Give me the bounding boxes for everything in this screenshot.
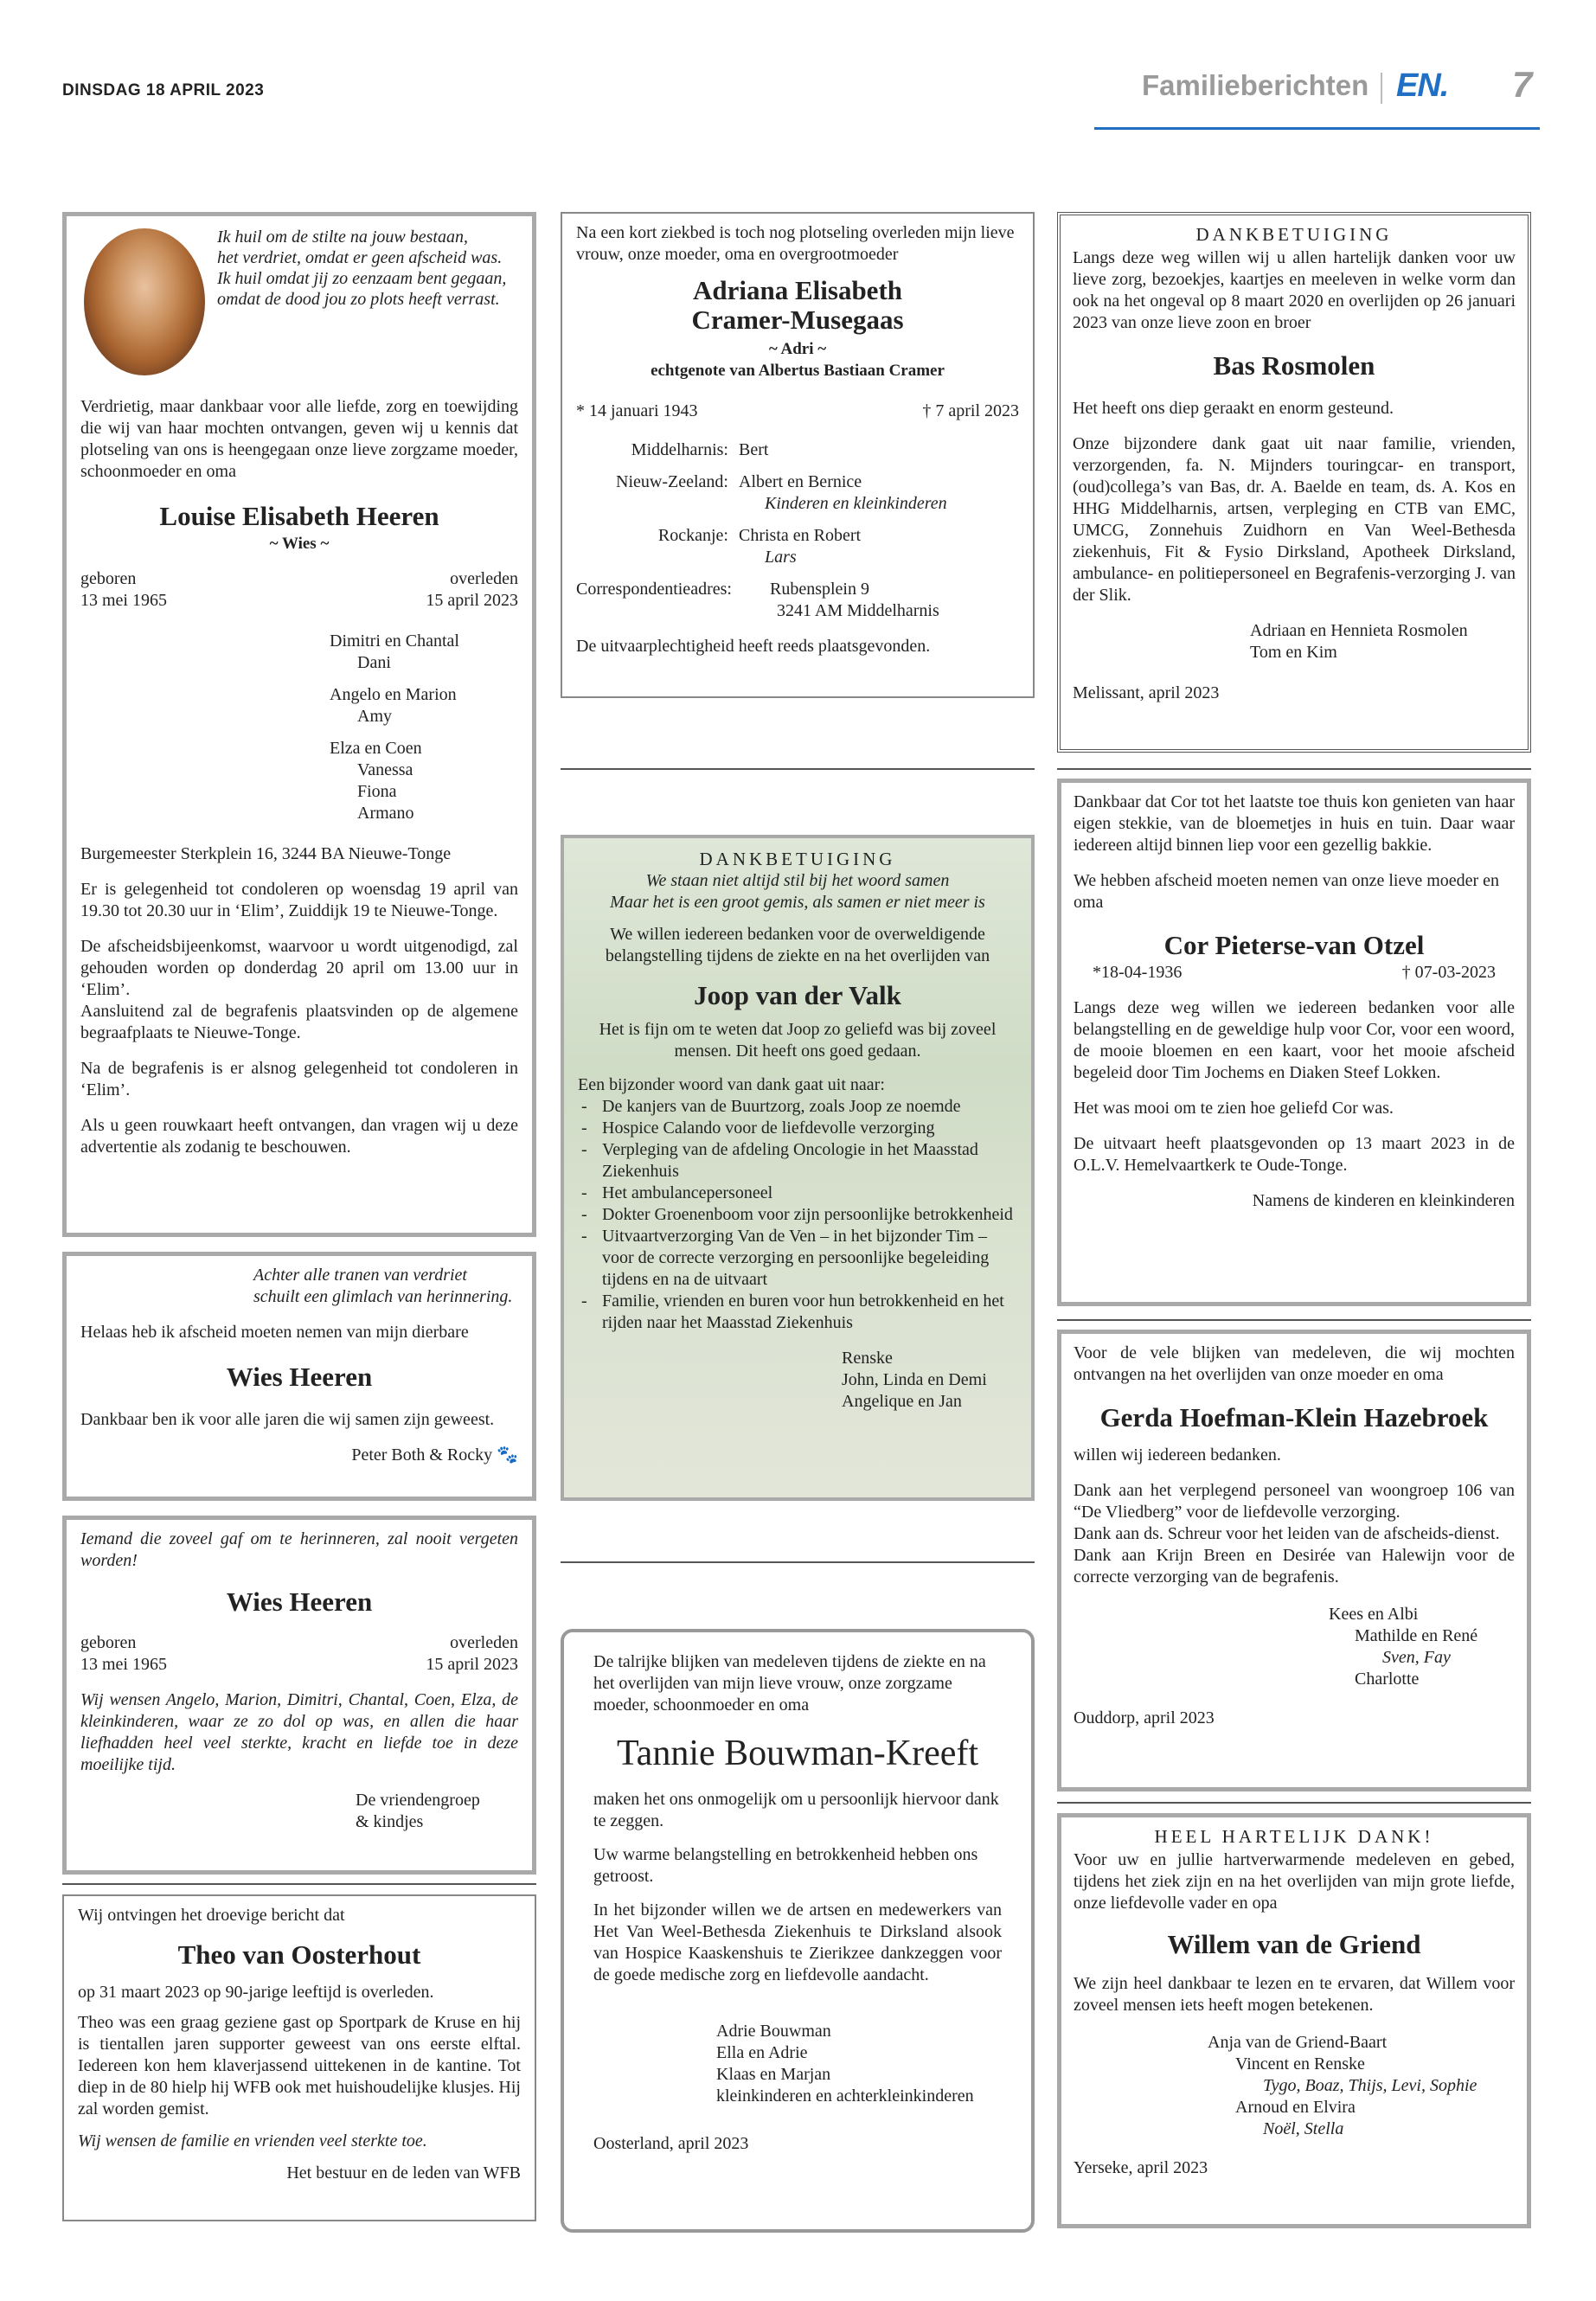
signature [356,1790,518,1833]
deceased-name: Theo van Oosterhout [177,1939,421,1970]
condolences: Er is gelegenheid tot condoleren op woensdag 19 april van 19.30 tot 20.30 uur in ‘Elim’, Zuiddijk 19 te Nieuwe-Tonge. [80,880,518,920]
list-item: - Het ambulancepersoneel [578,1183,1017,1204]
signature [716,2021,1002,2107]
heeren-poem [217,227,518,310]
place-family: Bert [739,440,769,459]
griend-intro: Voor uw en jullie hartverwarmende medeleven en gebed, tijdens het ziek zijn en na het overlijden van mijn grote liefde, onze liefdevolle vader en opa [1074,1850,1515,1913]
corr-label: Correspondentieadres: [576,580,732,599]
dates-row [80,568,518,612]
wies1-intro: Helaas heb ik afscheid moeten nemen van mijn dierbare [80,1323,469,1342]
wies2-wish: Wij wensen Angelo, Marion, Dimitri, Chantal, Coen, Elza, de kleinkinderen, waar ze zo dol op was, en allen die haar liefhadden heel veel sterkte, kracht en liefde toe in deze moeilijke tijd. [80,1690,518,1774]
place-family: Albert en Bernice [739,472,862,491]
signature [80,1445,518,1466]
column-divider [561,768,1035,770]
signature [1250,620,1516,663]
ad-wies-friends [62,1516,536,1875]
rosmolen-text2: Onze bijzondere dank gaat uit naar familie, vrienden, verzorgenden, fa. N. Mijnders touringcar- en transport, (oud)collega’s van Bas, dr. A. Baelde en team, ds. A. Kos en HHG Middelharnis, artsen, verpleging en CTB van EMC, UMCG, Zonnehuis Zuidhorn en Van Weel-Bethesda ziekenhuis, Fit & Fysio Dirksland, Apotheek Dirksland, ambulance- en politiepersoneel en Begrafenis-verzorging J. van der Slik. [1073,434,1516,605]
signature: Het bestuur en de leden van WFB [286,2163,521,2182]
place-family-italic: Kinderen en kleinkinderen [765,494,947,513]
signature-line: Tygo, Boaz, Thijs, Levi, Sophie [1263,2076,1477,2095]
wies1-poem [253,1265,518,1308]
pieterse-text1: We hebben afscheid moeten nemen van onze lieve moeder en oma [1074,871,1500,912]
ad-valk [561,835,1035,1501]
bouwman-text2: Uw warme belangstelling en betrokkenheid hebben ons getroost. [593,1845,978,1886]
place-date: Oosterland, april 2023 [593,2134,749,2153]
signature-line: Renske [842,1349,893,1368]
deceased-name: Gerda Hoefman-Klein Hazebroek [1099,1402,1489,1433]
theo-date: op 31 maart 2023 op 90-jarige leeftijd is overleden. [78,1983,434,2002]
header-rule [1094,127,1540,130]
signature-line: & kindjes [356,1812,424,1831]
poem-line: omdat de dood jou zo plots heeft verrast. [217,290,500,309]
family-member: Dimitri en Chantal [330,631,459,651]
paw-icon: 🐾 [497,1445,518,1465]
ad-wies-peter [62,1252,536,1501]
poem-line: Ik huil omdat jij zo eenzaam bent gegaan, [217,269,507,288]
signature [1208,2032,1515,2140]
signature-line: Vincent en Renske [1235,2054,1365,2073]
rosmolen-intro: Langs deze weg willen wij u allen hartelijk danken voor uw lieve zorg, bezoekjes, kaartjes en meeleven in welke vorm dan ook na het ongeval op 8 maart 2020 en overlijden op 26 januari 2023 van onze lieve zoon en broer [1073,248,1516,332]
born-date: * 14 januari 1943 [576,401,698,420]
family-places [576,439,1019,568]
place-family: Christa en Robert [739,526,862,545]
place-family-italic: Lars [765,548,797,567]
signature-line: John, Linda en Demi [842,1370,987,1389]
address: Burgemeester Sterkplein 16, 3244 BA Nieuwe-Tonge [80,844,452,863]
family-member: Fiona [357,782,397,801]
deceased-name: Wies Heeren [226,1362,373,1392]
ad-heading: DANKBETUIGING [1195,224,1393,245]
bouwman-text3: In het bijzonder willen we de artsen en medewerkers van Het Van Weel-Bethesda Ziekenhuis te Dirksland alsook van Hospice Kaaskenshuis te Zierikzee dankzeggen voor de goede medische zorg en liefdevolle aandacht. [593,1900,1002,1984]
hoefman-intro: Voor de vele blijken van medeleven, die wij mochten ontvangen na het overlijden van onze moeder en oma [1074,1343,1515,1384]
theo-wish: Wij wensen de familie en vrienden veel sterkte toe. [78,2131,427,2150]
signature-line: Adriaan en Hennieta Rosmolen [1250,621,1468,640]
valk-intro: We willen iedereen bedanken voor de overweldigende belangstelling tijdens de ziekte en na het overlijden van [605,925,990,965]
valk-poem [578,870,1017,913]
poem-line: We staan niet altijd stil bij het woord samen [645,871,950,890]
family-member: Angelo en Marion [330,685,457,704]
place-label: Middelharnis: [631,440,728,459]
deceased-name: Adriana Elisabeth [692,275,903,305]
column-divider [561,1561,1035,1563]
poem-line: Ik huil om de stilte na jouw bestaan, [217,228,468,247]
ad-rosmolen [1057,212,1531,753]
signature-line: Kees en Albi [1329,1605,1419,1624]
section-title: Familieberichten [1142,69,1369,101]
family-place [576,439,1019,461]
deceased-name: Willem van de Griend [1167,1929,1421,1959]
pieterse-intro: Dankbaar dat Cor tot het laatste toe thuis kon genieten van haar eigen stekkie, van de bloemetjes in huis en tuin. Daar waar iedereen altijd binnen liep voor een gezellig bakkie. [1074,792,1515,855]
theo-text: Theo was een graag geziene gast op Sportpark de Kruse en hij is tientallen jaren supporter geweest van ons eerste elftal. Iedereen kon hem klaverjassend uittekenen in de kantine. Tot diep in de 80 hielp hij WFB ook met huishoudelijke klusjes. Hij zal worden gemist. [78,2013,521,2118]
ad-cramer [561,212,1035,698]
poem-line: het verdriet, omdat er geen afscheid was. [217,248,503,267]
list-item: - Familie, vrienden en buren voor hun betrokkenheid en het rijden naar het Maasstad Ziekenhuis [578,1291,1017,1334]
dates-row [1074,962,1515,984]
signature-line: Noël, Stella [1263,2119,1344,2138]
ad-bouwman [561,1629,1035,2233]
signature-line: kleinkinderen en achterkleinkinderen [716,2086,974,2106]
signature-line: Ella en Adrie [716,2043,808,2062]
correspondence [576,579,1019,622]
signature-line: De vriendengroep [356,1791,480,1810]
dates-row [576,401,1019,422]
ad-heeren [62,212,536,1237]
cramer-intro: Na een kort ziekbed is toch nog plotseling overleden mijn lieve vrouw, onze moeder, oma en overgrootmoeder [576,223,1015,264]
list-item: - Dokter Groenenboom voor zijn persoonlijke betrokkenheid [578,1204,1017,1226]
family-member: Armano [357,804,414,823]
signature-line: Tom en Kim [1250,643,1337,662]
signature-line: Arnoud en Elvira [1235,2098,1356,2117]
died-label: overleden [450,1633,518,1652]
family-place [576,471,1019,493]
list-item: - Verpleging van de afdeling Oncologie in het Maasstad Ziekenhuis [578,1139,1017,1183]
farewell: De afscheidsbijeenkomst, waarvoor u wordt uitgenodigd, zal gehouden worden op donderdag 20 april om 13.00 uur in ‘Elim’. [80,937,518,999]
deceased-name: Joop van der Valk [694,980,901,1010]
died-date: 15 april 2023 [426,591,518,610]
burial: Aansluitend zal de begrafenis plaatsvinden op de algemene begraafplaats te Nieuwe-Tonge. [80,1002,518,1042]
signature-line: Sven, Fay [1382,1648,1451,1667]
griend-text: We zijn heel dankbaar te lezen en te ervaren, dat Willem voor zoveel mensen iets heeft mogen betekenen. [1074,1974,1515,2015]
bouwman-intro: De talrijke blijken van medeleven tijdens de ziekte en na het overlijden van mijn lieve vrouw, onze zorgzame moeder, schoonmoeder en oma [593,1652,986,1715]
rosmolen-text1: Het heeft ons diep geraakt en enorm gesteund. [1073,399,1394,418]
born-date: *18-04-1936 [1093,963,1183,982]
born-date: 13 mei 1965 [80,591,167,610]
bouwman-text1: maken het ons onmogelijk om u persoonlijk hiervoor dank te zeggen. [593,1790,999,1830]
poem-line: Maar het is een groot gemis, als samen er niet meer is [610,893,985,912]
column-divider [1057,768,1531,770]
after-burial: Na de begrafenis is er alsnog gelegenheid tot condoleren in ‘Elim’. [80,1059,518,1099]
corr-line: Rubensplein 9 [770,580,869,599]
place-date: Ouddorp, april 2023 [1074,1708,1215,1727]
signature [842,1348,1017,1413]
hoefman-text1: willen wij iedereen bedanken. [1074,1445,1281,1465]
died-label: overleden [450,569,518,588]
signature: Namens de kinderen en kleinkinderen [1252,1191,1515,1210]
valk-text: Het is fijn om te weten dat Joop zo geliefd was bij zoveel mensen. Dit heeft ons goed gedaan. [599,1020,997,1061]
column-divider [1057,1802,1531,1804]
cramer-note: De uitvaarplechtigheid heeft reeds plaatsgevonden. [576,637,931,656]
place-date: Yerseke, april 2023 [1074,2158,1208,2177]
heeren-intro: Verdrietig, maar dankbaar voor alle liefde, zorg en toewijding die wij van haar mochten ontvangen, geven wij u kennis dat plotseling van ons is heengegaan onze lieve zorgzame moeder, schoonmoeder en oma [80,397,518,481]
family-place [576,525,1019,547]
ad-theo [62,1894,536,2221]
born-label: geboren [80,1633,137,1652]
hoefman-text3: Dank aan ds. Schreur voor het leiden van de afscheids-dienst. [1074,1524,1500,1543]
list-item: - Uitvaartverzorging Van de Ven – in het bijzonder Tim – voor de correcte verzorging en persoonlijke begeleiding tijdens en na de uitvaart [578,1226,1017,1291]
thanks-list [578,1096,1017,1334]
list-item: - De kanjers van de Buurtzorg, zoals Joop ze noemde [578,1096,1017,1118]
list-item: - Hospice Calando voor de liefdevolle verzorging [578,1118,1017,1139]
ad-hoefman [1057,1330,1531,1791]
place-label: Rockanje: [657,526,728,545]
deceased-name: Bas Rosmolen [1213,350,1375,381]
spouse: echtgenote van Albertus Bastiaan Cramer [651,362,945,380]
ad-heading: HEEL HARTELIJK DANK! [1154,1826,1434,1847]
nickname: ~ Wies ~ [269,535,330,553]
born-date: 13 mei 1965 [80,1655,167,1674]
signature [1329,1604,1515,1690]
family-member: Vanessa [357,760,413,779]
died-date: 15 april 2023 [426,1655,518,1674]
signature-line: Adrie Bouwman [716,2022,831,2041]
died-date: † 7 april 2023 [922,401,1019,420]
wies2-quote: Iemand die zoveel gaf om te herinneren, zal nooit vergeten worden! [80,1529,518,1570]
list-intro: Een bijzonder woord van dank gaat uit naar: [578,1075,885,1094]
place-date: Melissant, april 2023 [1073,683,1220,702]
nickname: ~ Adri ~ [768,340,827,358]
deceased-surname: Cramer-Musegaas [691,304,904,335]
deceased-name: Louise Elisabeth Heeren [159,501,439,531]
signature-text: Peter Both & Rocky [351,1445,493,1465]
deceased-name: Wies Heeren [226,1586,373,1617]
newspaper-logo: EN. [1396,67,1449,104]
hoefman-text4: Dank aan Krijn Breen en Desirée van Halewijn voor de correcte verzorging van de begrafenis. [1074,1546,1515,1586]
born-label: geboren [80,569,137,588]
dates-row [80,1632,518,1676]
signature-line: Anja van de Griend-Baart [1208,2033,1388,2052]
pieterse-text2: Langs deze weg willen we iedereen bedanken voor alle belangstelling en de geweldige hulp voor Cor, voor een woord, de mooie bloemen en een kaart, voor het mooie afscheid begeleid door Tim Jochems en Diaken Steef Lokken. [1074,998,1515,1082]
edition-date: DINSDAG 18 APRIL 2023 [62,81,265,99]
hoefman-text2: Dank aan het verplegend personeel van woongroep 106 van “De Vliedberg” voor de liefdevolle verzorging. [1074,1481,1515,1522]
poem-line: Achter alle tranen van verdriet [253,1266,467,1285]
column-divider [62,1883,536,1885]
signature-line: Angelique en Jan [842,1392,962,1411]
place-label: Nieuw-Zeeland: [616,472,728,491]
family-list [330,631,518,824]
deceased-name: Tannie Bouwman-Kreeft [616,1734,979,1773]
page-number: 7 [1512,64,1533,105]
theo-intro: Wij ontvingen het droevige bericht dat [78,1906,345,1925]
poem-line: schuilt een glimlach van herinnering. [253,1287,513,1306]
family-member: Dani [357,653,391,672]
portrait-photo [84,228,205,375]
signature-line: Mathilde en René [1355,1626,1478,1645]
corr-line: 3241 AM Middelharnis [777,601,939,620]
header-separator [1381,73,1382,104]
ad-pieterse [1057,779,1531,1306]
pieterse-text3: Het was mooi om te zien hoe geliefd Cor was. [1074,1099,1394,1118]
signature-line: Charlotte [1355,1670,1420,1689]
family-member: Amy [357,707,392,726]
wies1-text: Dankbaar ben ik voor alle jaren die wij samen zijn geweest. [80,1410,495,1429]
notice: Als u geen rouwkaart heeft ontvangen, dan vragen wij u deze advertentie als zodanig te beschouwen. [80,1116,518,1157]
column-divider [1057,1319,1531,1321]
ad-heading: DANKBETUIGING [699,849,896,869]
died-date: † 07-03-2023 [1401,963,1496,982]
family-member: Elza en Coen [330,739,422,758]
signature-line: Klaas en Marjan [716,2065,831,2084]
pieterse-text4: De uitvaart heeft plaatsgevonden op 13 maart 2023 in de O.L.V. Hemelvaartkerk te Oude-Tonge. [1074,1134,1515,1175]
ad-griend [1057,1813,1531,2228]
deceased-name: Cor Pieterse-van Otzel [1163,930,1425,960]
